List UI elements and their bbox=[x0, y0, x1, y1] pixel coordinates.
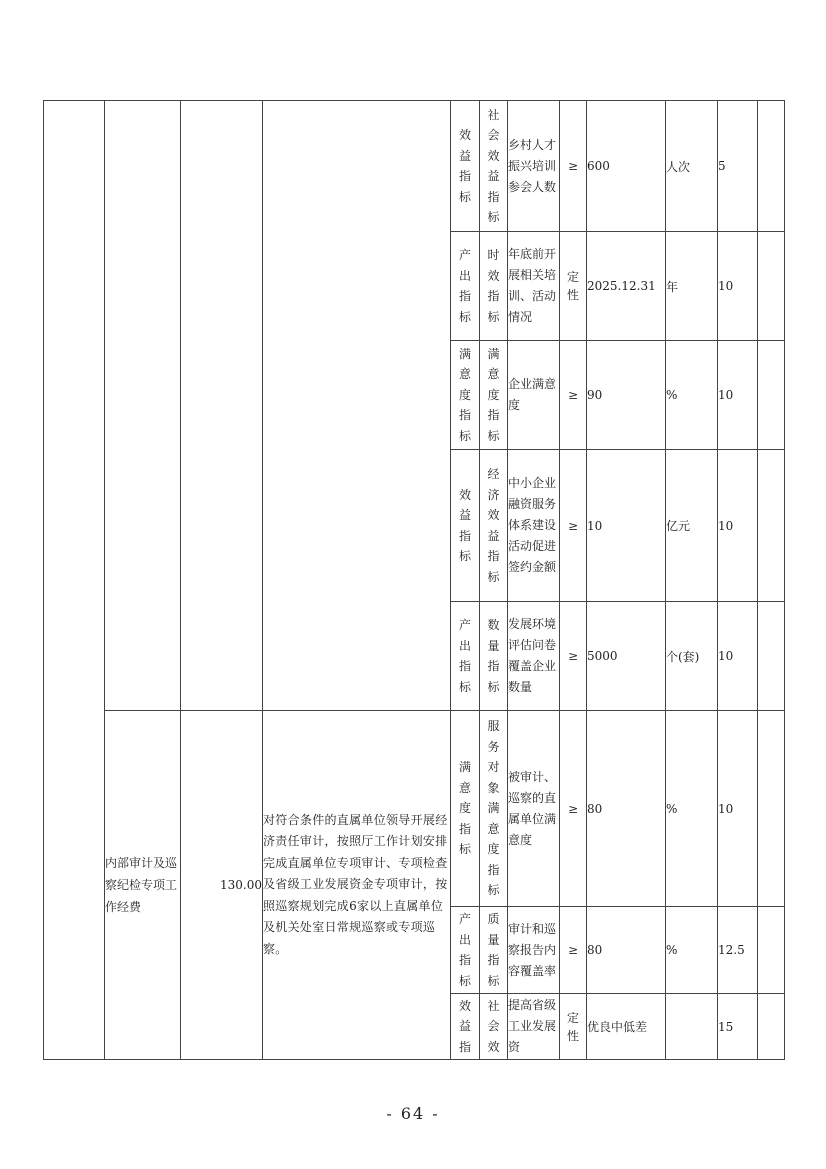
comparator: ≥ bbox=[560, 907, 587, 994]
blank-remark-cell bbox=[758, 101, 785, 232]
project-budget: 130.00 bbox=[181, 711, 263, 1060]
table-row bbox=[44, 711, 785, 907]
indicator-name: 提高省级工业发展资 bbox=[508, 994, 560, 1060]
weight-score: 15 bbox=[718, 994, 758, 1060]
project-description: 对符合条件的直属单位领导开展经济责任审计，按照厅工作计划安排完成直属单位专项审计、专项检查及省级工业发展资金专项审计，按照巡察规划完成6家以上直属单位及机关处室日常规巡察或专项巡察。 bbox=[263, 711, 451, 1060]
comparator: 定 性 bbox=[560, 232, 587, 341]
target-value: 90 bbox=[587, 341, 666, 450]
weight-score: 10 bbox=[718, 711, 758, 907]
performance-indicator-table bbox=[43, 100, 785, 1060]
level2-indicator: 经 济 效 益 指 标 bbox=[480, 450, 508, 602]
target-value: 80 bbox=[587, 711, 666, 907]
level1-indicator: 效 益 指 标 bbox=[451, 101, 480, 232]
blank-description-cell bbox=[263, 101, 451, 711]
level2-indicator: 社 会 效 bbox=[480, 994, 508, 1060]
level2-indicator: 服 务 对 象 满 意 度 指 标 bbox=[480, 711, 508, 907]
page-number: - 64 - bbox=[386, 1104, 440, 1123]
table-row bbox=[44, 101, 785, 232]
level1-indicator: 产 出 指 标 bbox=[451, 232, 480, 341]
measure-unit: 亿元 bbox=[666, 450, 718, 602]
level2-indicator: 数 量 指 标 bbox=[480, 602, 508, 711]
comparator: ≥ bbox=[560, 101, 587, 232]
weight-score: 10 bbox=[718, 602, 758, 711]
blank-remark-cell bbox=[758, 602, 785, 711]
level1-indicator: 产 出 指 标 bbox=[451, 602, 480, 711]
blank-remark-cell bbox=[758, 450, 785, 602]
comparator: ≥ bbox=[560, 602, 587, 711]
target-value: 5000 bbox=[587, 602, 666, 711]
target-value: 2025.12.31 bbox=[587, 232, 666, 341]
blank-budget-cell bbox=[181, 101, 263, 711]
measure-unit: % bbox=[666, 341, 718, 450]
comparator: ≥ bbox=[560, 711, 587, 907]
level1-indicator: 效 益 指 bbox=[451, 994, 480, 1060]
blank-remark-cell bbox=[758, 711, 785, 907]
weight-score: 12.5 bbox=[718, 907, 758, 994]
indicator-name: 年底前开展相关培训、活动情况 bbox=[508, 232, 560, 341]
blank-remark-cell bbox=[758, 994, 785, 1060]
comparator: ≥ bbox=[560, 450, 587, 602]
target-value: 10 bbox=[587, 450, 666, 602]
weight-score: 5 bbox=[718, 101, 758, 232]
level2-indicator: 时 效 指 标 bbox=[480, 232, 508, 341]
project-name: 内部审计及巡察纪检专项工作经费 bbox=[105, 711, 181, 1060]
level1-indicator: 满 意 度 指 标 bbox=[451, 341, 480, 450]
blank-project-cell bbox=[105, 101, 181, 711]
blank-remark-cell bbox=[758, 232, 785, 341]
level1-indicator: 产 出 指 标 bbox=[451, 907, 480, 994]
level2-indicator: 社 会 效 益 指 标 bbox=[480, 101, 508, 232]
level2-indicator: 满 意 度 指 标 bbox=[480, 341, 508, 450]
level2-indicator: 质 量 指 标 bbox=[480, 907, 508, 994]
comparator: 定 性 bbox=[560, 994, 587, 1060]
indicator-name: 被审计、巡察的直属单位满意度 bbox=[508, 711, 560, 907]
level1-indicator: 效 益 指 标 bbox=[451, 450, 480, 602]
measure-unit: % bbox=[666, 907, 718, 994]
weight-score: 10 bbox=[718, 450, 758, 602]
measure-unit: 年 bbox=[666, 232, 718, 341]
weight-score: 10 bbox=[718, 232, 758, 341]
measure-unit: 个(套) bbox=[666, 602, 718, 711]
target-value: 优良中低差 bbox=[587, 994, 666, 1060]
blank-remark-cell bbox=[758, 341, 785, 450]
indicator-name: 审计和巡察报告内容覆盖率 bbox=[508, 907, 560, 994]
indicator-name: 乡村人才振兴培训参会人数 bbox=[508, 101, 560, 232]
target-value: 600 bbox=[587, 101, 666, 232]
blank-remark-cell bbox=[758, 907, 785, 994]
comparator: ≥ bbox=[560, 341, 587, 450]
indicator-name: 中小企业融资服务体系建设活动促进签约金额 bbox=[508, 450, 560, 602]
measure-unit: 人次 bbox=[666, 101, 718, 232]
indicator-name: 发展环境评估问卷覆盖企业数量 bbox=[508, 602, 560, 711]
indicator-name: 企业满意度 bbox=[508, 341, 560, 450]
weight-score: 10 bbox=[718, 341, 758, 450]
level1-indicator: 满 意 度 指 标 bbox=[451, 711, 480, 907]
target-value: 80 bbox=[587, 907, 666, 994]
measure-unit: % bbox=[666, 711, 718, 907]
measure-unit bbox=[666, 994, 718, 1060]
blank-category-cell bbox=[44, 101, 105, 1060]
